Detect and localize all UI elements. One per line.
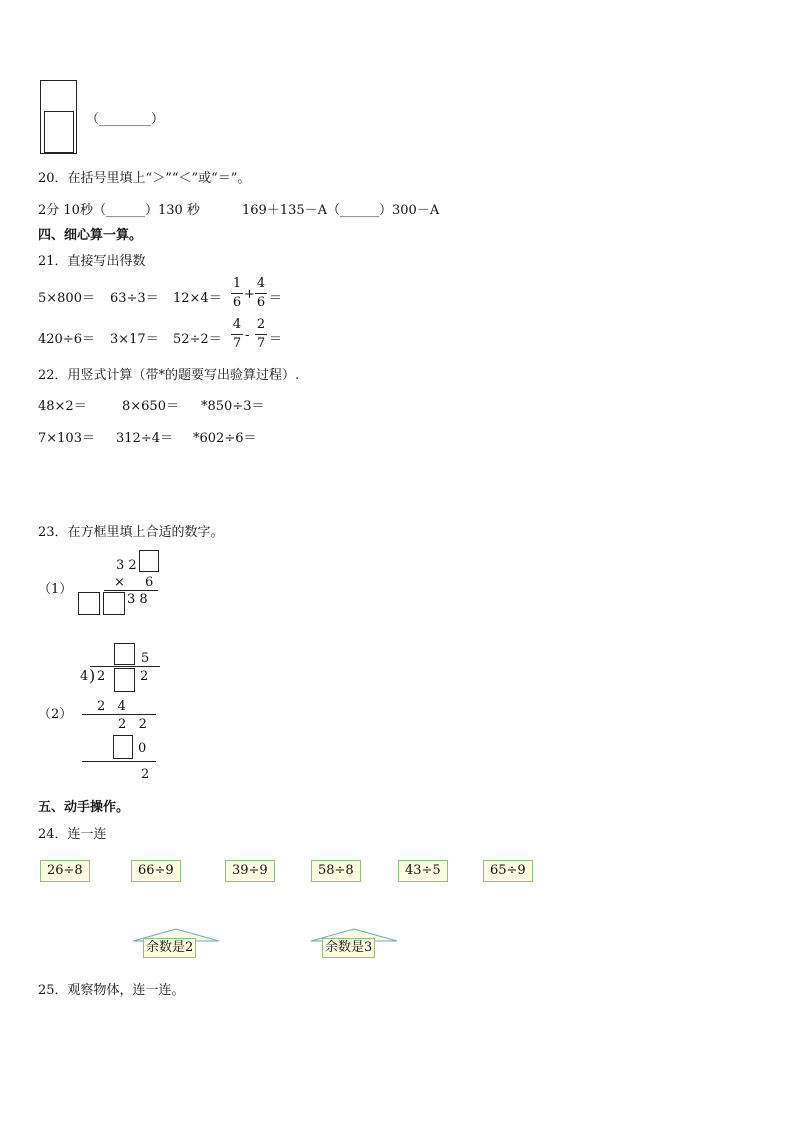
fraction: 4 6 bbox=[256, 276, 266, 310]
answer-box[interactable] bbox=[139, 550, 159, 572]
q20-compare-b[interactable]: 169＋135－A（______）300－A bbox=[242, 203, 440, 218]
q21-item: 52÷2＝ bbox=[173, 332, 222, 347]
q22-item: 8×650＝ bbox=[122, 399, 179, 414]
q21-item: 5×800＝ bbox=[38, 291, 95, 306]
q21-item: 63÷3＝ bbox=[110, 291, 159, 306]
division-chip[interactable]: 43÷5 bbox=[398, 860, 448, 882]
subtraction-digits: 2 4 bbox=[97, 699, 126, 714]
q22-item: 48×2＝ bbox=[38, 399, 87, 414]
product-line bbox=[104, 590, 158, 591]
final-remainder: 2 bbox=[141, 767, 150, 782]
subtraction-line bbox=[82, 714, 156, 715]
subtraction-digit: 0 bbox=[138, 741, 147, 756]
plus-sign: + bbox=[244, 287, 255, 302]
subtraction-line bbox=[82, 761, 156, 762]
dividend-digit: 2 bbox=[97, 669, 106, 684]
q21-item: 420÷6＝ bbox=[38, 332, 95, 347]
tall-rectangle-inner bbox=[44, 111, 74, 153]
section4-title: 四、细心算一算。 bbox=[38, 228, 143, 243]
fraction: 2 7 bbox=[256, 317, 266, 351]
division-chip[interactable]: 58÷8 bbox=[311, 860, 361, 882]
division-chip[interactable]: 66÷9 bbox=[131, 860, 181, 882]
q22-item: *602÷6＝ bbox=[193, 431, 257, 446]
fraction: 4 7 bbox=[232, 317, 242, 351]
q21-item: 3×17＝ bbox=[110, 332, 159, 347]
q23-p1-label: （1） bbox=[38, 582, 73, 597]
dividend-digit: 2 bbox=[140, 669, 149, 684]
answer-box[interactable] bbox=[113, 735, 133, 759]
q20-title: 20．在括号里填上“＞”“＜”或“＝”。 bbox=[38, 171, 251, 186]
answer-box[interactable] bbox=[103, 592, 125, 615]
q21-item: 12×4＝ bbox=[173, 291, 222, 306]
answer-box[interactable] bbox=[114, 668, 135, 692]
q21-title: 21．直接写出得数 bbox=[38, 254, 146, 269]
quotient-digit: 5 bbox=[141, 651, 150, 666]
division-bar bbox=[90, 666, 160, 667]
equals-sign: ＝ bbox=[269, 332, 283, 347]
divisor: 4 bbox=[80, 669, 89, 684]
fraction: 1 6 bbox=[232, 276, 242, 310]
q25-title: 25．观察物体，连一连。 bbox=[38, 983, 185, 998]
q24-title: 24．连一连 bbox=[38, 827, 107, 842]
remainder-house[interactable]: 余数是2 bbox=[143, 938, 196, 958]
q22-item: *850÷3＝ bbox=[201, 399, 265, 414]
section5-title: 五、动手操作。 bbox=[38, 800, 130, 815]
division-chip[interactable]: 65÷9 bbox=[483, 860, 533, 882]
division-chip[interactable]: 26÷8 bbox=[40, 860, 90, 882]
remainder-digits: 2 2 bbox=[118, 717, 147, 732]
times-sign: × bbox=[114, 575, 125, 590]
equals-sign: ＝ bbox=[269, 291, 283, 306]
multiplier-digit: 6 bbox=[145, 575, 154, 590]
product-digits: 3 8 bbox=[127, 592, 148, 607]
division-bracket: ) bbox=[89, 666, 96, 685]
answer-box[interactable] bbox=[78, 592, 100, 615]
multiplicand-digits: 3 2 bbox=[116, 558, 137, 573]
q19-answer-blank[interactable]: （________） bbox=[86, 112, 165, 127]
q22-title: 22．用竖式计算（带*的题要写出验算过程）. bbox=[38, 368, 300, 383]
minus-sign: - bbox=[245, 328, 250, 343]
answer-box[interactable] bbox=[114, 643, 135, 665]
remainder-house[interactable]: 余数是3 bbox=[322, 938, 375, 958]
q23-title: 23．在方框里填上合适的数字。 bbox=[38, 525, 224, 540]
q22-item: 312÷4＝ bbox=[116, 431, 173, 446]
q20-compare-a[interactable]: 2分 10秒（______）130 秒 bbox=[38, 203, 200, 218]
q22-item: 7×103＝ bbox=[38, 431, 95, 446]
division-chip[interactable]: 39÷9 bbox=[225, 860, 275, 882]
q23-p2-label: （2） bbox=[38, 707, 73, 722]
